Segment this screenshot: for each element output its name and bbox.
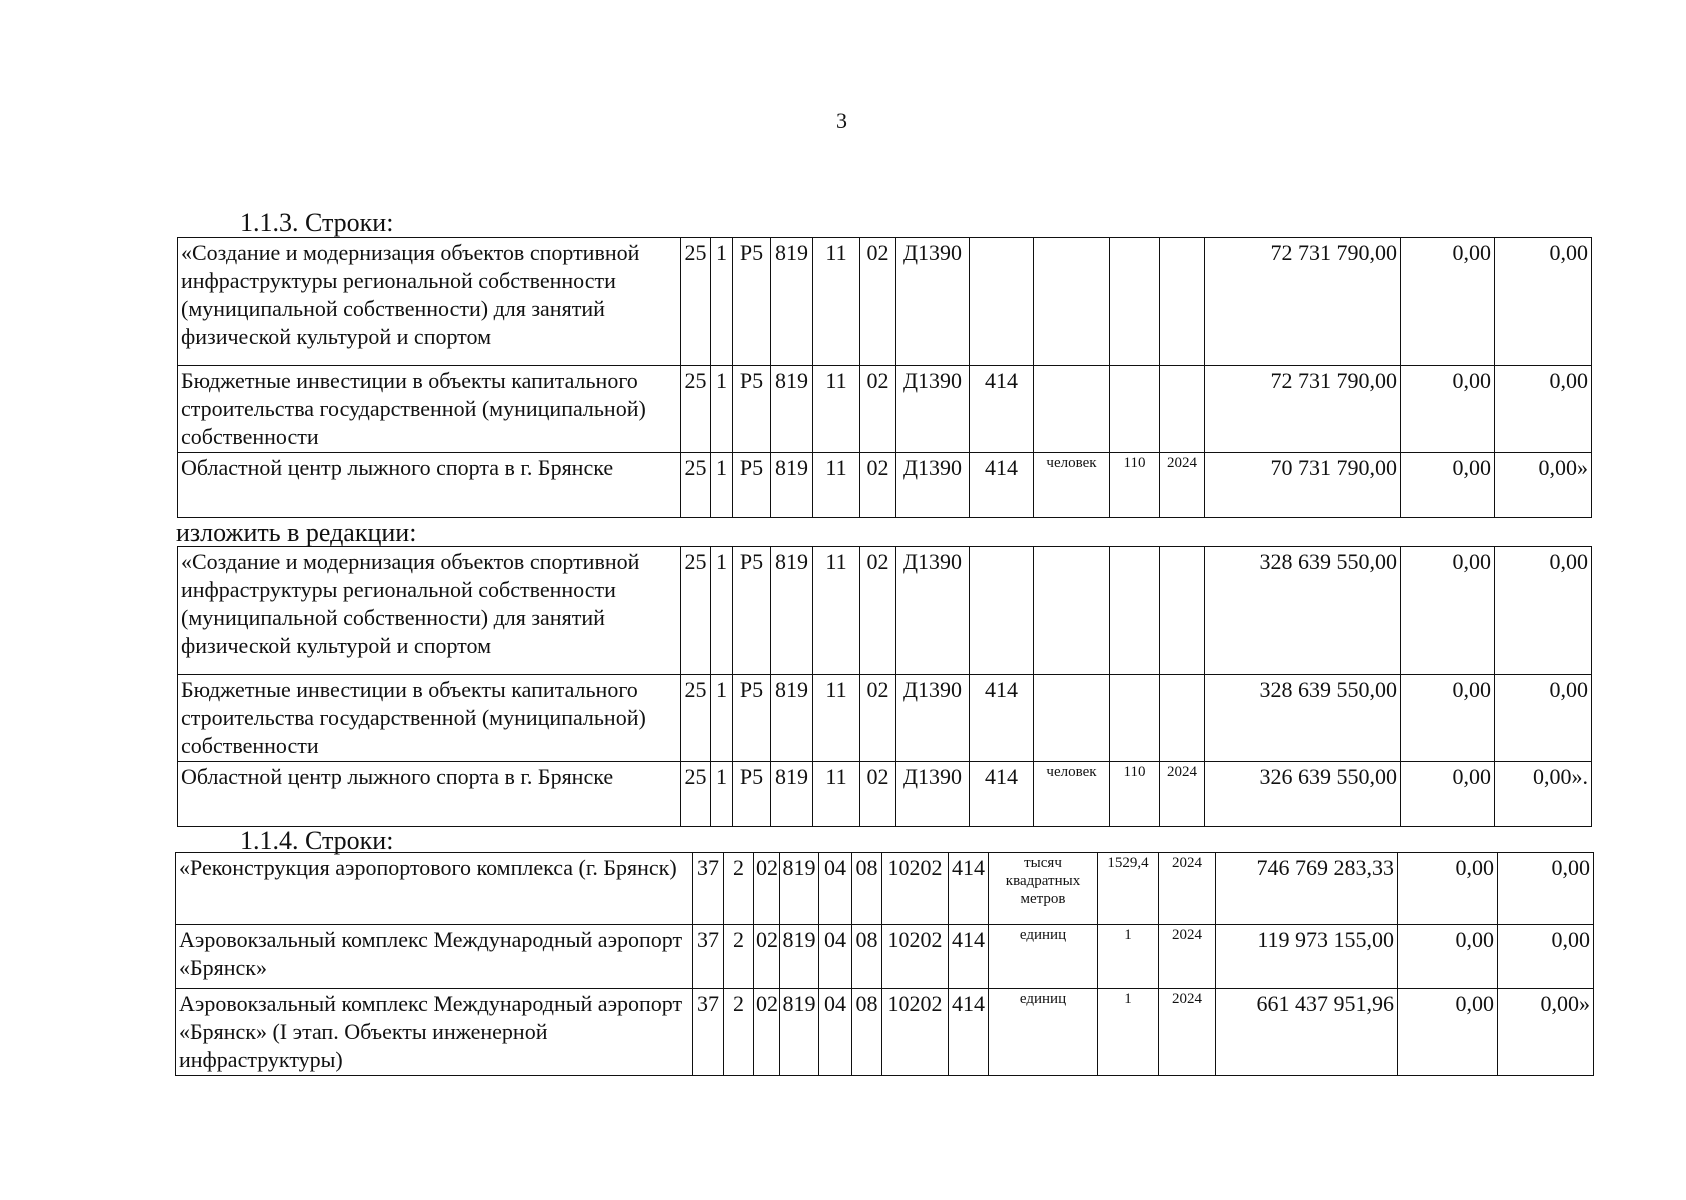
table-row <box>178 675 1592 762</box>
amount-cell: 72 731 790,00 <box>1205 238 1401 366</box>
code-cell: 11 <box>813 366 860 453</box>
quantity-cell <box>1110 366 1160 453</box>
code-cell: 25 <box>681 238 711 366</box>
section-heading-1-1-3: 1.1.3. Строки: <box>240 208 394 237</box>
amount-cell: 0,00 <box>1498 853 1594 925</box>
code-cell: 02 <box>754 925 780 989</box>
code-cell: 04 <box>819 989 852 1076</box>
code-cell: 02 <box>860 762 896 827</box>
unit-cell: тысяч квадратных метров <box>989 853 1098 925</box>
amount-cell: 119 973 155,00 <box>1216 925 1398 989</box>
code-cell: 819 <box>771 453 813 518</box>
year-cell <box>1160 366 1205 453</box>
code-cell: 11 <box>813 675 860 762</box>
amount-cell: 0,00 <box>1495 675 1592 762</box>
table-row <box>178 762 1592 827</box>
year-cell: 2024 <box>1160 453 1205 518</box>
code-cell: 1 <box>711 547 733 675</box>
code-cell: 25 <box>681 547 711 675</box>
quantity-cell <box>1110 675 1160 762</box>
table-row <box>176 853 1594 925</box>
item-name: Аэровокзальный комплекс Международный аэропорт «Брянск» (I этап. Объекты инженерной инфраструктуры) <box>176 989 693 1076</box>
amount-cell: 0,00 <box>1401 547 1495 675</box>
code-cell: 02 <box>860 366 896 453</box>
code-cell: 02 <box>754 989 780 1076</box>
amount-cell: 746 769 283,33 <box>1216 853 1398 925</box>
code-cell: Р5 <box>733 675 771 762</box>
code-cell: 1 <box>711 366 733 453</box>
amount-cell: 72 731 790,00 <box>1205 366 1401 453</box>
code-cell: 819 <box>780 989 819 1076</box>
amount-cell: 0,00 <box>1401 238 1495 366</box>
code-cell: 11 <box>813 238 860 366</box>
code-cell: 08 <box>852 989 882 1076</box>
code-cell: 819 <box>771 675 813 762</box>
code-cell: 1 <box>711 762 733 827</box>
amount-cell: 0,00 <box>1495 238 1592 366</box>
code-cell: 414 <box>970 453 1034 518</box>
code-cell: 2 <box>724 853 754 925</box>
year-cell: 2024 <box>1160 762 1205 827</box>
year-cell: 2024 <box>1159 925 1216 989</box>
amount-cell: 0,00» <box>1498 989 1594 1076</box>
code-cell: 02 <box>860 547 896 675</box>
quantity-cell: 110 <box>1110 762 1160 827</box>
code-cell: 414 <box>970 762 1034 827</box>
code-cell: 10202 <box>882 925 949 989</box>
year-cell <box>1160 547 1205 675</box>
code-cell: Д1390 <box>896 547 970 675</box>
amount-cell: 326 639 550,00 <box>1205 762 1401 827</box>
replace-heading: изложить в редакции: <box>176 518 417 547</box>
code-cell: 02 <box>860 675 896 762</box>
code-cell: 25 <box>681 762 711 827</box>
code-cell: 1 <box>711 453 733 518</box>
code-cell: 11 <box>813 453 860 518</box>
amount-cell: 0,00 <box>1398 853 1498 925</box>
code-cell: 04 <box>819 925 852 989</box>
code-cell <box>970 547 1034 675</box>
code-cell <box>970 238 1034 366</box>
table-replacement <box>177 546 1592 827</box>
year-cell: 2024 <box>1159 853 1216 925</box>
unit-cell: человек <box>1034 453 1110 518</box>
code-cell: 819 <box>780 925 819 989</box>
quantity-cell: 1 <box>1098 925 1159 989</box>
code-cell: Д1390 <box>896 238 970 366</box>
code-cell: 414 <box>970 675 1034 762</box>
item-name: Аэровокзальный комплекс Международный аэропорт «Брянск» <box>176 925 693 989</box>
code-cell: Д1390 <box>896 762 970 827</box>
code-cell: 25 <box>681 453 711 518</box>
amount-cell: 0,00 <box>1398 989 1498 1076</box>
unit-cell: единиц <box>989 925 1098 989</box>
item-name: «Создание и модернизация объектов спортивной инфраструктуры региональной собственности (муниципальной собственности) для занятий физической культурой и спортом <box>178 547 681 675</box>
code-cell: 02 <box>860 238 896 366</box>
amount-cell: 0,00 <box>1401 675 1495 762</box>
code-cell: Р5 <box>733 762 771 827</box>
amount-cell: 661 437 951,96 <box>1216 989 1398 1076</box>
code-cell: Д1390 <box>896 675 970 762</box>
code-cell: 11 <box>813 547 860 675</box>
code-cell: 02 <box>754 853 780 925</box>
code-cell: Д1390 <box>896 366 970 453</box>
code-cell: Р5 <box>733 547 771 675</box>
amount-cell: 0,00 <box>1401 366 1495 453</box>
code-cell: 02 <box>860 453 896 518</box>
unit-cell <box>1034 675 1110 762</box>
year-cell <box>1160 675 1205 762</box>
amount-cell: 0,00 <box>1398 925 1498 989</box>
code-cell: 10202 <box>882 989 949 1076</box>
table-1-1-4 <box>175 852 1594 1076</box>
unit-cell: единиц <box>989 989 1098 1076</box>
unit-cell <box>1034 366 1110 453</box>
page-number: 3 <box>836 108 847 133</box>
code-cell: 819 <box>771 547 813 675</box>
code-cell: Р5 <box>733 366 771 453</box>
unit-cell <box>1034 238 1110 366</box>
item-name: Областной центр лыжного спорта в г. Брянске <box>178 453 681 518</box>
amount-cell: 70 731 790,00 <box>1205 453 1401 518</box>
unit-cell: человек <box>1034 762 1110 827</box>
code-cell: 819 <box>771 762 813 827</box>
table-row <box>178 547 1592 675</box>
amount-cell: 328 639 550,00 <box>1205 547 1401 675</box>
code-cell: Р5 <box>733 453 771 518</box>
amount-cell: 0,00 <box>1498 925 1594 989</box>
amount-cell: 0,00 <box>1495 366 1592 453</box>
code-cell: 08 <box>852 853 882 925</box>
table-1-1-3 <box>177 237 1592 518</box>
code-cell: 819 <box>780 853 819 925</box>
code-cell: Д1390 <box>896 453 970 518</box>
code-cell: Р5 <box>733 238 771 366</box>
unit-cell <box>1034 547 1110 675</box>
year-cell: 2024 <box>1159 989 1216 1076</box>
quantity-cell: 110 <box>1110 453 1160 518</box>
code-cell: 819 <box>771 238 813 366</box>
code-cell: 04 <box>819 853 852 925</box>
amount-cell: 328 639 550,00 <box>1205 675 1401 762</box>
item-name: «Реконструкция аэропортового комплекса (г. Брянск) <box>176 853 693 925</box>
code-cell: 2 <box>724 925 754 989</box>
code-cell: 08 <box>852 925 882 989</box>
amount-cell: 0,00 <box>1495 547 1592 675</box>
code-cell: 37 <box>693 989 724 1076</box>
code-cell: 414 <box>949 989 989 1076</box>
year-cell <box>1160 238 1205 366</box>
table-row <box>176 989 1594 1076</box>
code-cell: 11 <box>813 762 860 827</box>
code-cell: 1 <box>711 238 733 366</box>
amount-cell: 0,00 <box>1401 762 1495 827</box>
code-cell: 25 <box>681 675 711 762</box>
item-name: Бюджетные инвестиции в объекты капитального строительства государственной (муниципальной) собственности <box>178 366 681 453</box>
code-cell: 414 <box>949 853 989 925</box>
table-row <box>178 453 1592 518</box>
code-cell: 819 <box>771 366 813 453</box>
amount-cell: 0,00» <box>1495 453 1592 518</box>
code-cell: 10202 <box>882 853 949 925</box>
item-name: Областной центр лыжного спорта в г. Брянске <box>178 762 681 827</box>
amount-cell: 0,00». <box>1495 762 1592 827</box>
table-row <box>178 238 1592 366</box>
item-name: Бюджетные инвестиции в объекты капитального строительства государственной (муниципальной) собственности <box>178 675 681 762</box>
code-cell: 25 <box>681 366 711 453</box>
code-cell: 37 <box>693 853 724 925</box>
code-cell: 37 <box>693 925 724 989</box>
code-cell: 2 <box>724 989 754 1076</box>
quantity-cell <box>1110 238 1160 366</box>
amount-cell: 0,00 <box>1401 453 1495 518</box>
item-name: «Создание и модернизация объектов спортивной инфраструктуры региональной собственности (муниципальной собственности) для занятий физической культурой и спортом <box>178 238 681 366</box>
quantity-cell: 1 <box>1098 989 1159 1076</box>
quantity-cell <box>1110 547 1160 675</box>
code-cell: 1 <box>711 675 733 762</box>
quantity-cell: 1529,4 <box>1098 853 1159 925</box>
code-cell: 414 <box>949 925 989 989</box>
section-heading-1-1-4: 1.1.4. Строки: <box>240 826 394 855</box>
table-row <box>176 925 1594 989</box>
code-cell: 414 <box>970 366 1034 453</box>
table-row <box>178 366 1592 453</box>
